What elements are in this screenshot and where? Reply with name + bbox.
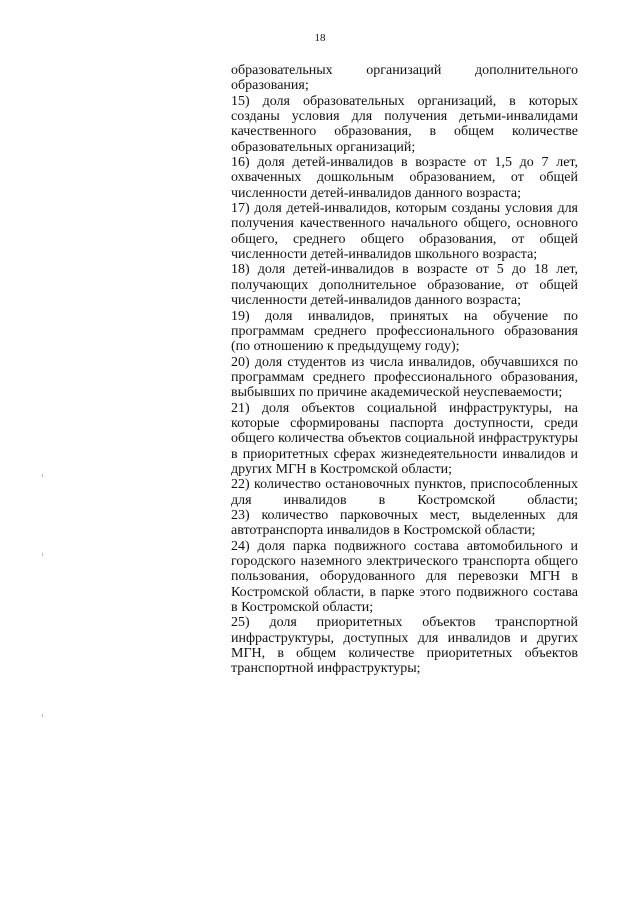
scan-edge-mark <box>42 474 43 477</box>
paragraph-item-15: 15) доля образовательных организаций, в которых созданы условия для получения детьми-инвалидами качественного образования, в общем количестве образовательных организаций; <box>231 93 578 155</box>
document-body <box>231 63 578 677</box>
paragraph-item-24: 24) доля парка подвижного состава автомобильного и городского наземного электрического транспорта общего пользования, оборудованного для перевозки МГН в Костромской области, в парке этого подвижного состава в Костромской области; <box>231 538 578 616</box>
paragraph-item-20: 20) доля студентов из числа инвалидов, обучавшихся по программам среднего профессионального образования, выбывших по причине академической неуспеваемости; <box>231 354 578 401</box>
paragraph-continuation: образовательных организаций дополнительного образования; <box>231 63 578 94</box>
paragraph-item-18: 18) доля детей-инвалидов в возрасте от 5 до 18 лет, получающих дополнительное образование, от общей численности детей-инвалидов данного возраста; <box>231 262 578 309</box>
paragraph-item-22: 22) количество остановочных пунктов, приспособленных для инвалидов в Костромской области; <box>231 477 578 508</box>
scan-edge-mark <box>42 714 43 717</box>
paragraph-item-16: 16) доля детей-инвалидов в возрасте от 1,5 до 7 лет, охваченных дошкольным образованием, от общей численности детей-инвалидов данного возраста; <box>231 155 578 201</box>
paragraph-item-19: 19) доля инвалидов, принятых на обучение по программам среднего профессионального образования (по отношению к предыдущему году); <box>231 308 578 355</box>
paragraph-item-17: 17) доля детей-инвалидов, которым созданы условия для получения качественного начального общего, основного общего, среднего общего образования, от общей численности детей-инвалидов школьного возраста; <box>231 201 578 263</box>
paragraph-item-21: 21) доля объектов социальной инфраструктуры, на которые сформированы паспорта доступности, среди общего количества объектов социальной инфраструктуры в приоритетных сферах жизнедеятельности инвалидов и других МГН в Костромской области; <box>231 400 578 477</box>
page-number: 18 <box>314 32 326 44</box>
paragraph-item-23: 23) количество парковочных мест, выделенных для автотранспорта инвалидов в Костромской области; <box>231 507 578 539</box>
paragraph-item-25: 25) доля приоритетных объектов транспортной инфраструктуры, доступных для инвалидов и других МГН, в общем количестве приоритетных объектов транспортной инфраструктуры; <box>231 615 578 677</box>
scan-edge-mark <box>42 553 43 556</box>
